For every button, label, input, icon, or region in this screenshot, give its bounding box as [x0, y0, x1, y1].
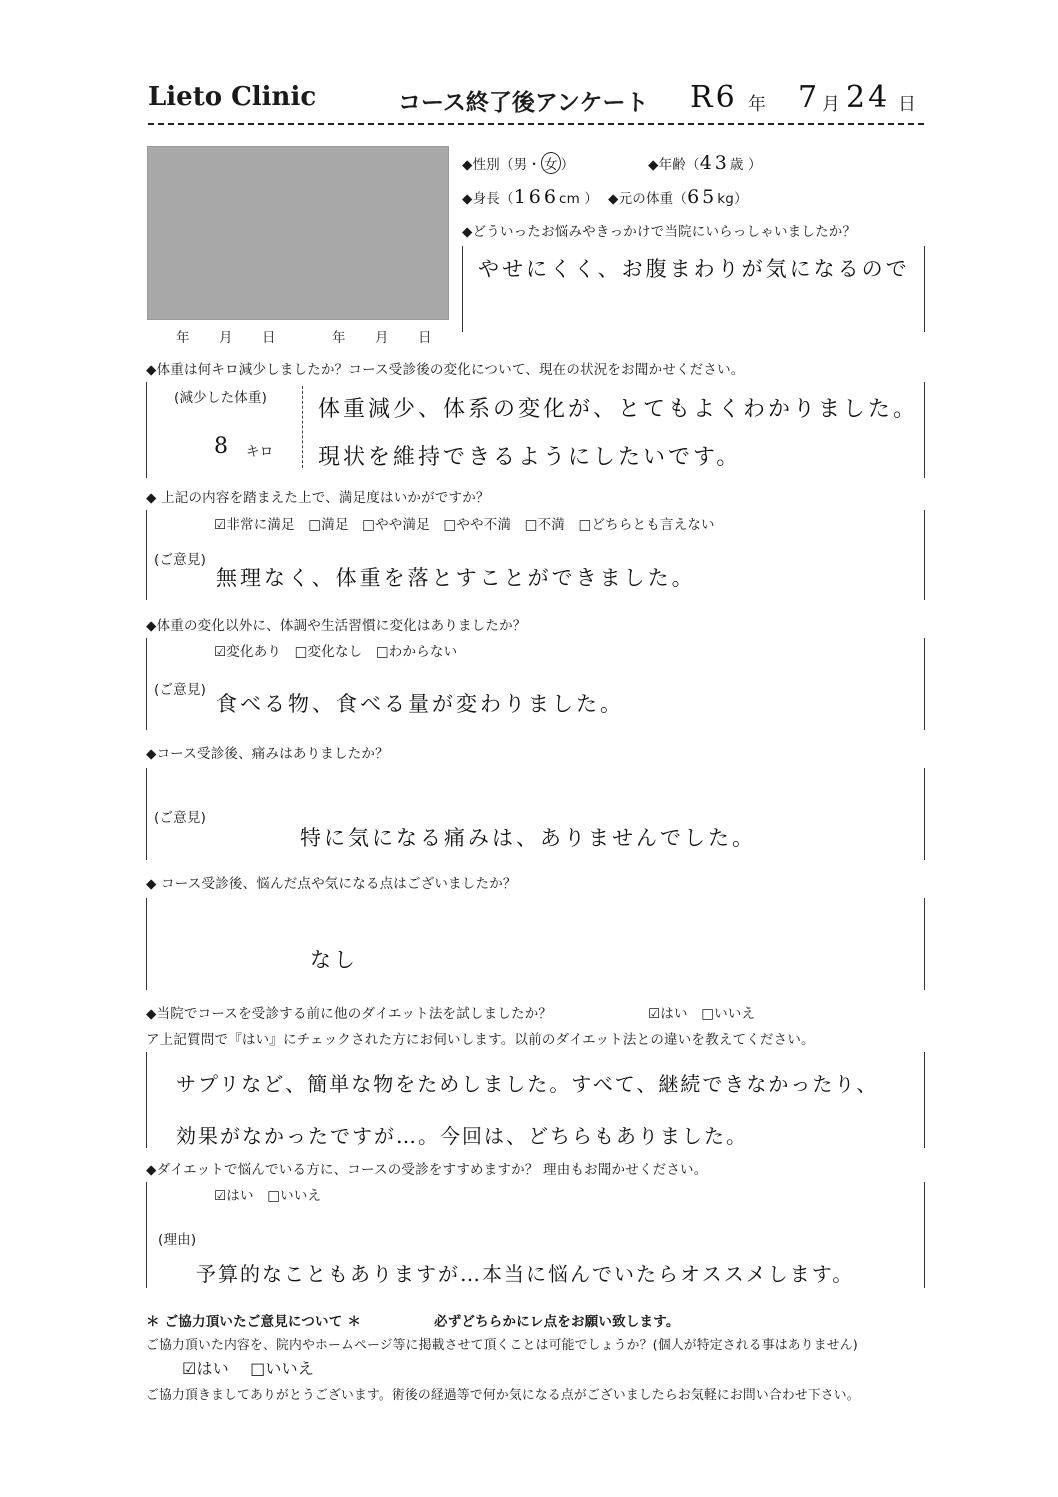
gender-female-circled: 女	[541, 152, 561, 174]
footer-thanks: ご協力頂きましてありがとうございます。術後の経過等で何か気になる点がございましたらお気軽にお問い合わせ下さい。	[146, 1388, 860, 1403]
q-other-diet: ◆当院でコースを受診する前に他のダイエット法を試しましたか？	[146, 1006, 553, 1022]
photo-placeholder	[147, 146, 449, 320]
recommend-options	[214, 1184, 321, 1204]
a-weight-line1: 体重減少、体系の変化が、とてもよくわかりました。	[318, 397, 919, 422]
q-reason: ◆どういったお悩みやきっかけで当院にいらっしゃいましたか？	[462, 224, 857, 240]
era-year: R6	[690, 80, 738, 115]
weight-row	[608, 186, 748, 208]
a-lifestyle: 食べる物、食べる量が変わりました。	[216, 692, 624, 716]
gender-row	[462, 152, 575, 174]
bracket-left	[146, 898, 159, 990]
a-other-diet-line2: 効果がなかったですが…。今回は、どちらもありました。	[176, 1124, 748, 1148]
age-row	[648, 152, 762, 174]
height-unit: cm ）	[558, 191, 599, 207]
option-yes[interactable]: ☑はい	[648, 1006, 688, 1022]
photo-date-before: 年 月 日	[176, 330, 284, 346]
clinic-name: Lieto Clinic	[148, 82, 317, 112]
bracket-right	[912, 898, 925, 990]
reason-label: (理由)	[158, 1232, 197, 1248]
q-recommend: ◆ダイエットで悩んでいる方に、コースの受診をすすめますか？ 理由もお聞かせください。	[146, 1162, 708, 1178]
bracket-right	[912, 638, 925, 730]
opinion-label: (ご意見)	[154, 810, 207, 826]
option-yes[interactable]: ☑はい	[214, 1188, 254, 1204]
satisfaction-options	[214, 513, 715, 533]
a-concern: なし	[310, 948, 358, 972]
a-other-diet-line1: サプリなど、簡単な物をためしました。すべて、継続できなかったり、	[176, 1072, 879, 1096]
bracket-right	[912, 510, 925, 600]
age-unit: 歳 ）	[729, 157, 762, 173]
day-value: 24	[846, 80, 891, 115]
bracket-left	[146, 382, 159, 478]
option-changed[interactable]: ☑変化あり	[214, 644, 282, 660]
age-value: 43	[699, 152, 730, 174]
bracket-right	[912, 1052, 925, 1148]
option-dissatisfied[interactable]: □不満	[524, 517, 565, 533]
a-recommend: 予算的なこともありますが…本当に悩んでいたらオススメします。	[196, 1262, 855, 1286]
height-row	[462, 186, 598, 208]
a-reason: やせにくく、お腹まわりが気になるので	[478, 257, 910, 281]
age-label: ◆年齢（	[648, 157, 700, 173]
q-lifestyle: ◆体重の変化以外に、体調や生活習慣に変化はありましたか？	[146, 618, 527, 634]
footer-heading: ＊ ご協力頂いたご意見について ＊	[146, 1314, 362, 1330]
q-pain: ◆コース受診後、痛みはありましたか？	[146, 746, 389, 762]
opinion-label: (ご意見)	[154, 552, 207, 568]
footer-question: ご協力頂いた内容を、院内やホームページ等に掲載させて頂くことは可能でしょうか？(個人が特定される事はありません)	[146, 1338, 858, 1353]
option-somewhat-satisfied[interactable]: □やや満足	[362, 517, 430, 533]
a-satisfaction: 無理なく、体重を落とすことができました。	[216, 566, 696, 590]
bracket-left	[146, 1052, 159, 1148]
q-satisfaction: ◆ 上記の内容を踏まえた上で、満足度はいかがですか？	[146, 490, 490, 506]
height-value: 166	[513, 186, 559, 208]
option-no[interactable]: □いいえ	[267, 1188, 322, 1204]
year-label: 年	[748, 94, 766, 115]
footer-heading-note: 必ずどちらかにレ点をお願い致します。	[434, 1314, 680, 1330]
height-label: ◆身長（	[462, 191, 514, 207]
day-label: 日	[898, 94, 916, 115]
reduced-weight-label: (減少した体重)	[174, 390, 268, 406]
gender-label: ◆性別（男・	[462, 157, 542, 173]
weight-divider	[302, 386, 303, 468]
opinion-label: (ご意見)	[154, 682, 207, 698]
a-pain: 特に気になる痛みは、ありませんでした。	[300, 826, 756, 850]
option-no[interactable]: □いいえ	[701, 1006, 756, 1022]
lifestyle-options	[214, 640, 457, 660]
reduced-weight-unit: キロ	[246, 444, 274, 460]
month-label: 月	[822, 94, 840, 115]
option-satisfied[interactable]: □満足	[308, 517, 349, 533]
bracket-left	[462, 246, 475, 332]
q-concern: ◆ コース受診後、悩んだ点や気になる点はございましたか？	[146, 876, 517, 892]
photo-date-after: 年 月 日	[332, 330, 440, 346]
survey-title: コース終了後アンケート	[398, 90, 649, 116]
footer-options	[182, 1356, 314, 1379]
bracket-right	[912, 246, 925, 332]
option-no-change[interactable]: □変化なし	[294, 644, 363, 660]
option-unknown[interactable]: □わからない	[375, 644, 458, 660]
option-no[interactable]: □いいえ	[250, 1359, 315, 1378]
weight-value: 65	[687, 186, 718, 208]
bracket-right	[912, 1182, 925, 1288]
q-other-diet-sub: ア上記質問で『はい』にチェックされた方にお伺いします。以前のダイエット法との違いを教えてください。	[146, 1032, 815, 1048]
header-divider	[148, 123, 924, 125]
a-weight-line2: 現状を維持できるようにしたいです。	[318, 445, 742, 470]
reduced-weight-value: 8	[214, 434, 231, 459]
q-weight: ◆体重は何キロ減少しましたか？コース受診後の変化について、現在の状況をお聞かせください。	[146, 362, 745, 378]
option-very-satisfied[interactable]: ☑非常に満足	[214, 517, 295, 533]
option-neither[interactable]: □どちらとも言えない	[578, 517, 715, 533]
weight-label: ◆元の体重（	[608, 191, 688, 207]
month-value: 7	[798, 80, 821, 115]
bracket-right	[912, 768, 925, 860]
option-somewhat-dissatisfied[interactable]: □やや不満	[443, 517, 512, 533]
weight-unit: kg）	[717, 191, 748, 207]
other-diet-options	[648, 1002, 755, 1022]
option-yes[interactable]: ☑はい	[182, 1359, 229, 1378]
gender-close: ）	[560, 157, 575, 173]
